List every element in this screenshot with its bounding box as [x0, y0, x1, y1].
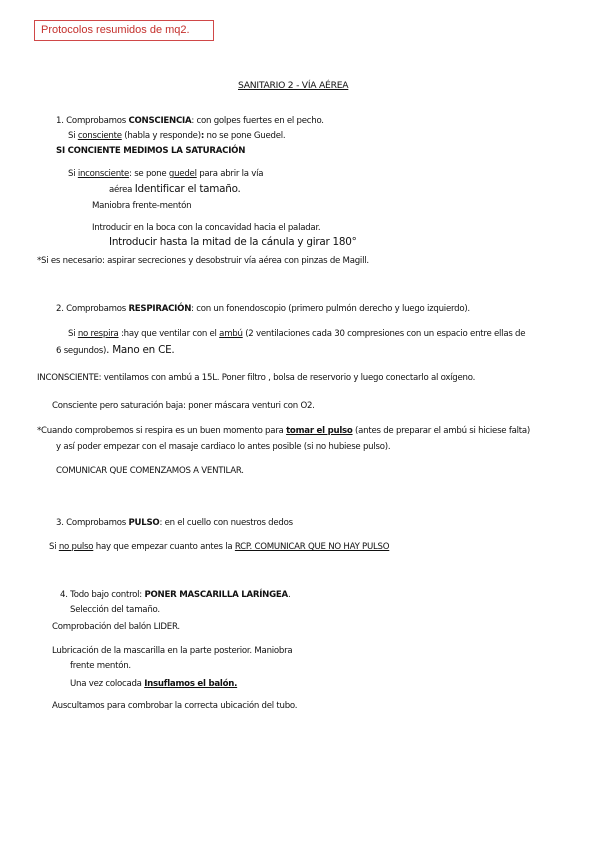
- text: Si: [68, 169, 78, 179]
- text: : con golpes fuertes en el pecho.: [191, 116, 324, 126]
- text: (2 ventilaciones cada 30 compresiones con un espacio entre ellas de: [242, 329, 526, 339]
- text: guedel: [168, 169, 197, 179]
- pulso-heading: PULSO: [128, 518, 160, 528]
- text: consciente: [77, 131, 122, 141]
- text: 6 segundos): [56, 346, 107, 356]
- text: 1. Comprobamos: [56, 116, 129, 126]
- text: Si: [68, 329, 78, 339]
- s2-line-4: INCONSCIENTE: ventilamos con ambú a 15L. Poner filtro , bolsa de reservorio y luego conectarlo al oxígeno.: [37, 373, 476, 383]
- text: Si: [49, 542, 59, 552]
- s2-line-8: COMUNICAR QUE COMENZAMOS A VENTILAR.: [56, 466, 244, 476]
- text: .: [287, 590, 291, 600]
- text: : con un fonendoscopio (primero pulmón derecho y luego izquierdo).: [191, 304, 470, 314]
- s4-line-3: Comprobación del balón LIDER.: [52, 622, 180, 632]
- s2-line-5: Consciente pero saturación baja: poner máscara venturi con O2.: [52, 401, 315, 411]
- s4-line-7: Auscultamos para combrobar la correcta ubicación del tubo.: [52, 701, 298, 711]
- document-header-box: [34, 20, 214, 41]
- text: 3. Comprobamos: [56, 518, 129, 528]
- text: inconsciente: [77, 169, 130, 179]
- s1-line-2: [68, 130, 285, 142]
- s4-line-5: frente mentón.: [70, 661, 131, 671]
- text: hay que empezar cuanto antes la: [93, 542, 235, 552]
- text: : en el cuello con nuestros dedos: [159, 518, 293, 528]
- s3-line-1: [56, 517, 293, 529]
- s1-line-4: [68, 168, 263, 180]
- text: Una vez colocada: [70, 679, 145, 689]
- text: para abrir la vía: [196, 169, 264, 179]
- s4-line-6: [70, 678, 237, 690]
- text: 4. Todo bajo control:: [60, 590, 145, 600]
- respiracion-heading: RESPIRACIÓN: [128, 304, 192, 314]
- text: (habla y responde): [121, 131, 201, 141]
- page-title: SANITARIO 2 - VÍA AÉREA: [238, 80, 349, 91]
- s4-line-4: Lubricación de la mascarilla en la parte posterior. Maniobra: [52, 646, 293, 656]
- s1-line-7: Introducir en la boca con la concavidad hacia el paladar.: [92, 223, 321, 233]
- text: :: [200, 131, 205, 141]
- s2-line-1: [56, 303, 470, 315]
- text: Si: [68, 131, 78, 141]
- s1-line-5: [109, 183, 241, 196]
- s2-line-7: y así poder empezar con el masaje cardiaco lo antes posible (si no hubiese pulso).: [56, 442, 391, 452]
- text: aérea: [109, 185, 135, 195]
- s1-line-1: [56, 115, 324, 127]
- text: (antes de preparar el ambú si hiciese falta): [352, 426, 530, 436]
- consciencia-heading: CONSCIENCIA: [128, 116, 192, 126]
- s3-line-2: [49, 541, 389, 553]
- s1-line-8: Introducir hasta la mitad de la cánula y girar 180°: [109, 236, 357, 248]
- text: RCP. COMUNICAR QUE NO HAY PULSO: [234, 542, 390, 552]
- s1-line-9: *Si es necesario: aspirar secreciones y desobstruir vía aérea con pinzas de Magill.: [37, 256, 369, 266]
- text: : se pone: [129, 169, 169, 179]
- s1-line-6: Maniobra frente-mentón: [92, 201, 192, 211]
- text: no pulso: [58, 542, 94, 552]
- s2-line-6: [37, 425, 530, 437]
- text: *Cuando comprobemos si respira es un buen momento para: [37, 426, 287, 436]
- text: Insuflamos el balón.: [144, 679, 238, 689]
- s2-line-3: [56, 344, 174, 357]
- text: no se pone Guedel.: [204, 131, 286, 141]
- text: :hay que ventilar con el: [118, 329, 220, 339]
- text: tomar el pulso: [286, 426, 353, 436]
- text: ambú: [219, 329, 243, 339]
- s4-line-1: [60, 589, 290, 601]
- s4-line-2: Selección del tamaño.: [70, 605, 160, 615]
- text: . Mano en CE.: [106, 344, 175, 356]
- mascarilla-heading: PONER MASCARILLA LARÍNGEA: [144, 590, 288, 600]
- s1-saturacion-note: SI CONCIENTE MEDIMOS LA SATURACIÓN: [56, 146, 246, 156]
- header-label: Protocolos resumidos de mq2.: [41, 24, 190, 36]
- text: Identificar el tamaño.: [134, 183, 241, 195]
- text: no respira: [77, 329, 119, 339]
- text: 2. Comprobamos: [56, 304, 129, 314]
- s2-line-2: [68, 328, 525, 340]
